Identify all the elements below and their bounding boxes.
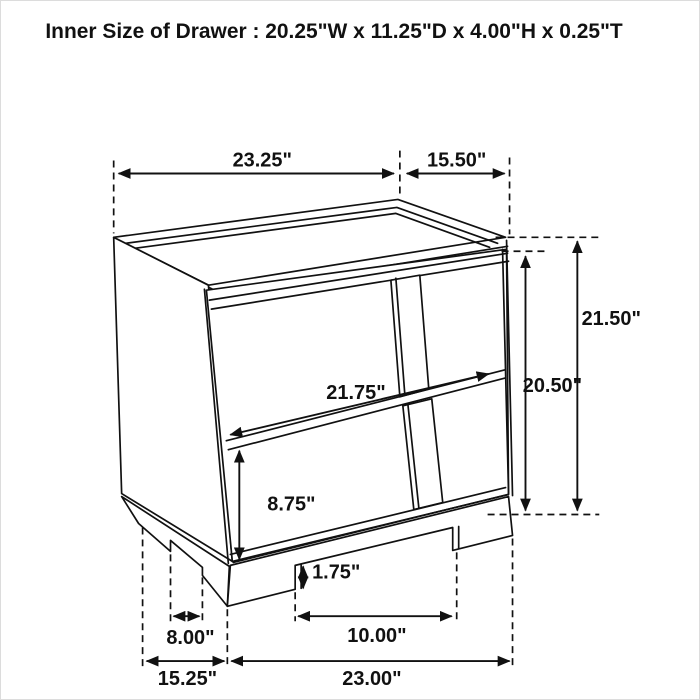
dim-label-base-clearance: 1.75" <box>312 561 361 584</box>
dim-front-leg-gap <box>298 616 452 647</box>
left-side-panel <box>114 237 233 563</box>
dim-label-base-width: 23.00" <box>342 668 402 691</box>
dim-case-height <box>523 256 582 510</box>
dim-base-clearance <box>303 561 360 588</box>
dim-side-leg-gap <box>166 616 214 649</box>
dim-base-width <box>231 661 509 690</box>
dim-label-base-depth: 15.25" <box>157 668 218 691</box>
dim-base-depth <box>147 661 225 690</box>
dim-label-top-width: 23.25" <box>232 149 292 172</box>
dim-label-front-leg-gap: 10.00" <box>347 625 407 648</box>
nightstand-dimension-drawing <box>1 1 699 699</box>
dim-label-drawer-width: 21.75" <box>326 381 386 404</box>
dim-label-top-depth: 15.50" <box>427 149 487 172</box>
dim-label-case-height: 20.50" <box>522 374 583 397</box>
dim-top-depth <box>407 150 505 174</box>
dim-top-width <box>119 150 394 174</box>
dim-total-height <box>577 241 641 510</box>
nightstand-line-drawing <box>114 199 513 606</box>
dim-label-total-height: 21.50" <box>581 308 641 331</box>
dim-label-drawer-height: 8.75" <box>267 493 316 516</box>
dim-label-side-leg-gap: 8.00" <box>166 627 215 650</box>
page-title: Inner Size of Drawer : 20.25"W x 11.25"D x 4.00"H x 0.25"T <box>45 19 623 43</box>
